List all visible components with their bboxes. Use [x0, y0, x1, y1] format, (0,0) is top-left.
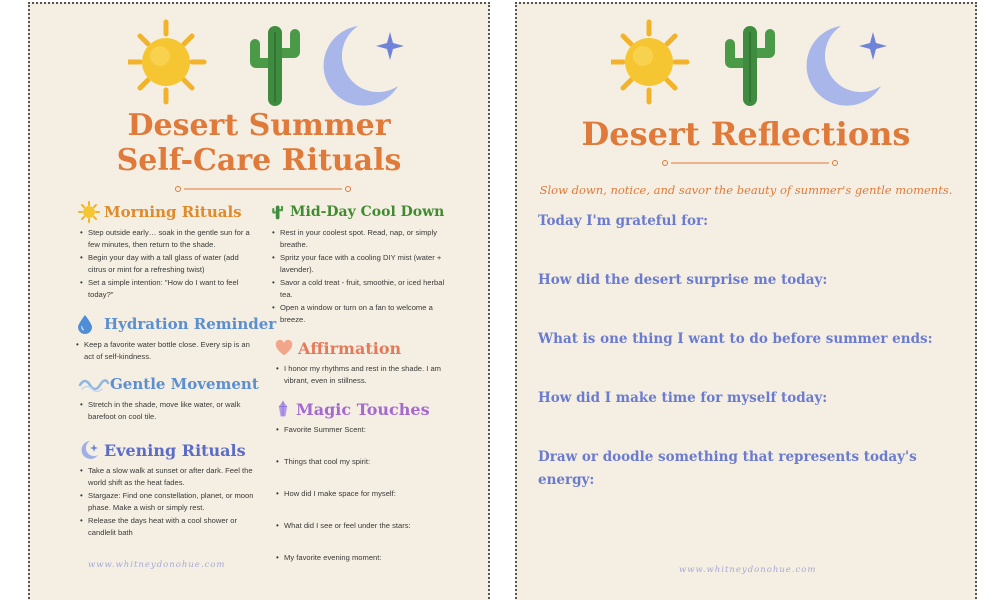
website-footer: www.whitneydonohue.com	[679, 565, 817, 575]
hydration-text: • Keep a favorite water bottle close. Every sip is an act of self-kindness.	[74, 339, 260, 362]
affirmation-section	[274, 336, 446, 386]
sun-icon	[611, 22, 687, 102]
magic-list	[274, 425, 446, 585]
midday-list	[270, 227, 446, 325]
section-heading: Hydration Reminder	[104, 315, 277, 333]
cactus-icon	[725, 26, 775, 106]
cactus-icon	[270, 201, 286, 223]
list-item: • Step outside early… soak in the gentle sun for a few minutes, then return to the shade.	[78, 227, 258, 250]
crystal-icon	[274, 398, 292, 420]
reflections-page	[515, 2, 977, 600]
divider-flourish	[168, 182, 358, 196]
list-item: • Rest in your coolest spot. Read, nap, or simply breathe.	[270, 227, 446, 250]
journal-prompt: What is one thing I want to do before summer ends:	[538, 331, 933, 347]
morning-rituals-section	[78, 200, 258, 302]
section-heading: Evening Rituals	[104, 440, 246, 460]
list-item: • Spritz your face with a cooling DIY mist (water + lavender).	[270, 252, 446, 275]
hydration-section	[74, 312, 277, 362]
list-item: • Favorite Summer Scent:	[274, 425, 446, 457]
list-item: • Take a slow walk at sunset or after dark. Feel the world shift as the heat fades.	[78, 465, 258, 488]
page-title: Desert Summer Self-Care Rituals	[116, 108, 402, 178]
list-item: • Release the days heat with a cool shower or candlelit bath	[78, 515, 258, 538]
journal-prompt: Draw or doodle something that represents today's energy:	[538, 449, 917, 488]
list-item: • Things that cool my spirit:	[274, 457, 446, 489]
section-heading: Morning Rituals	[104, 203, 242, 221]
cactus-icon	[250, 26, 300, 106]
moon-icon	[78, 439, 100, 461]
website-footer: www.whitneydonohue.com	[88, 560, 226, 570]
evening-list	[78, 465, 258, 538]
affirmation-text: • I honor my rhythms and rest in the shade. I am vibrant, even in stillness.	[274, 363, 446, 386]
divider-flourish	[655, 156, 845, 170]
journal-prompt: How did I make time for myself today:	[538, 390, 828, 406]
list-item: • Set a simple intention: "How do I want to feel today?"	[78, 277, 258, 300]
list-item: • Open a window or turn on a fan to welcome a breeze.	[270, 302, 446, 325]
morning-list	[78, 227, 258, 300]
page-subtitle: Slow down, notice, and savor the beauty of summer's gentle moments.	[539, 183, 953, 197]
self-care-page	[28, 2, 490, 600]
header-illustrations	[128, 18, 428, 108]
list-item: • Begin your day with a tall glass of water (add citrus or mint for a refreshing twist)	[78, 252, 258, 275]
section-heading: Magic Touches	[296, 399, 430, 419]
evening-rituals-section	[78, 438, 258, 540]
list-item: • How did I make space for myself:	[274, 489, 446, 521]
list-item: • What did I see or feel under the stars:	[274, 521, 446, 553]
list-item: • Stargaze: Find one constellation, planet, or moon phase. Make a wish or simply rest.	[78, 490, 258, 513]
wave-icon	[78, 373, 110, 395]
gentle-movement-section	[78, 372, 258, 422]
list-item: • My favorite evening moment:	[274, 553, 446, 585]
header-illustrations	[611, 18, 911, 108]
section-heading: Mid-Day Cool Down	[290, 204, 445, 220]
water-drop-icon	[74, 313, 96, 335]
sun-icon	[78, 201, 100, 223]
midday-section	[270, 200, 446, 327]
journal-prompt: How did the desert surprise me today:	[538, 272, 828, 288]
sun-icon	[128, 22, 204, 102]
section-heading: Affirmation	[298, 338, 402, 358]
section-heading: Gentle Movement	[110, 375, 259, 393]
magic-touches-section	[274, 397, 446, 585]
heart-icon	[274, 337, 294, 359]
crescent-moon-icon	[324, 26, 404, 106]
page-title: Desert Reflections	[581, 115, 911, 153]
list-item: • Savor a cold treat - fruit, smoothie, or iced herbal tea.	[270, 277, 446, 300]
crescent-moon-icon	[807, 26, 887, 106]
movement-text: • Stretch in the shade, move like water, or walk barefoot on cool tile.	[78, 399, 258, 422]
journal-prompt: Today I'm grateful for:	[538, 213, 709, 229]
